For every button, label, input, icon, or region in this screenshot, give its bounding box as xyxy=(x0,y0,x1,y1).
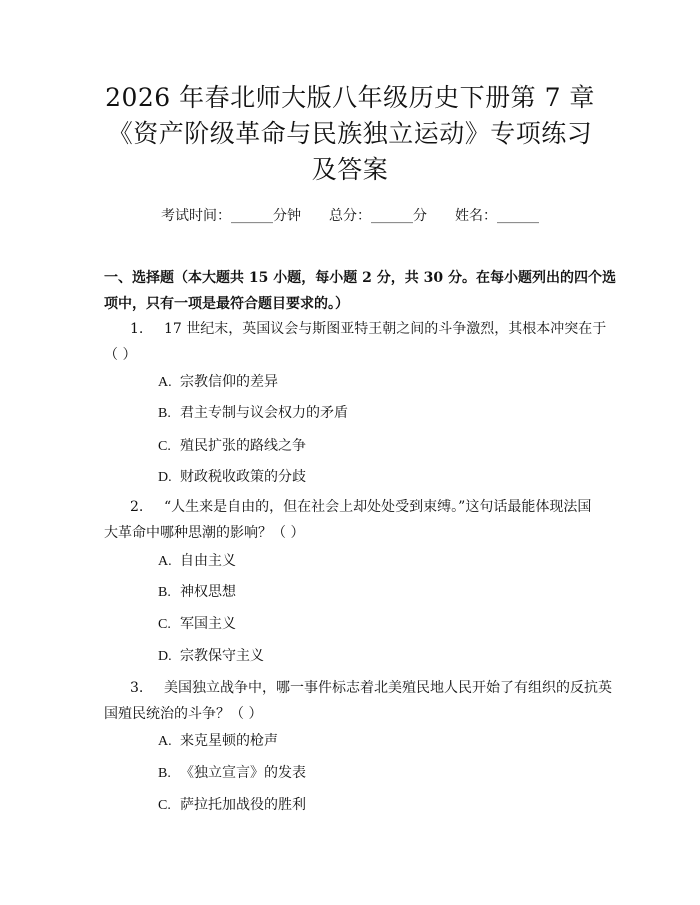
question-2-option-d[interactable]: D. 宗教保守主义 xyxy=(158,648,264,664)
title-line-3: 及答案 xyxy=(311,155,389,184)
question-text-line-1: “人生来是自由的，但在社会上却处处受到束缚。”这句话最能体现法国 xyxy=(164,499,592,515)
exam-meta xyxy=(0,206,700,226)
total-score-field: 总分：______分 xyxy=(329,208,427,224)
question-1-option-d[interactable]: D. 财政税收政策的分歧 xyxy=(158,469,306,485)
question-number: 2. xyxy=(130,499,144,515)
section-heading-line-2: 项中，只有一项是最符合题目要求的。） xyxy=(104,296,349,312)
question-number: 3. xyxy=(130,680,144,696)
question-1-option-b[interactable]: B. 君主专制与议会权力的矛盾 xyxy=(158,405,348,421)
question-1 xyxy=(104,316,607,368)
question-text-line-2: 大革命中哪种思潮的影响？（ ） xyxy=(104,525,305,541)
title-line-1: 2026 年春北师大版八年级历史下册第 7 章 xyxy=(105,83,595,112)
question-3-option-b[interactable]: B. 《独立宣言》的发表 xyxy=(158,765,306,781)
question-3-option-a[interactable]: A. 来克星顿的枪声 xyxy=(158,733,278,749)
section-heading-line-1: 一、选择题（本大题共 15 小题，每小题 2 分，共 30 分。在每小题列出的四个选 xyxy=(104,270,616,286)
question-2-option-a[interactable]: A. 自由主义 xyxy=(158,553,236,569)
question-text-line-1: 17 世纪末，英国议会与斯图亚特王朝之间的斗争激烈，其根本冲突在于 xyxy=(164,321,607,337)
question-text-line-2: 国殖民统治的斗争？（ ） xyxy=(104,706,263,722)
question-2-option-c[interactable]: C. 军国主义 xyxy=(158,616,236,632)
question-2-option-b[interactable]: B. 神权思想 xyxy=(158,584,236,600)
question-1-option-a[interactable]: A. 宗教信仰的差异 xyxy=(158,374,278,390)
question-1-option-c[interactable]: C. 殖民扩张的路线之争 xyxy=(158,438,306,454)
title-line-2: 《资产阶级革命与民族独立运动》专项练习 xyxy=(107,119,593,148)
question-3-option-c[interactable]: C. 萨拉托加战役的胜利 xyxy=(158,797,306,813)
section-heading xyxy=(104,265,616,317)
question-number: 1. xyxy=(130,321,144,337)
document-title xyxy=(60,80,640,188)
question-2 xyxy=(104,494,604,546)
question-text-line-1: 美国独立战争中，哪一事件标志着北美殖民地人民开始了有组织的反抗英 xyxy=(164,680,612,696)
exam-time-field: 考试时间：______分钟 xyxy=(161,208,301,224)
question-text-line-2: （ ） xyxy=(104,347,137,363)
student-name-field: 姓名：______ xyxy=(455,208,539,224)
question-3 xyxy=(104,675,612,727)
